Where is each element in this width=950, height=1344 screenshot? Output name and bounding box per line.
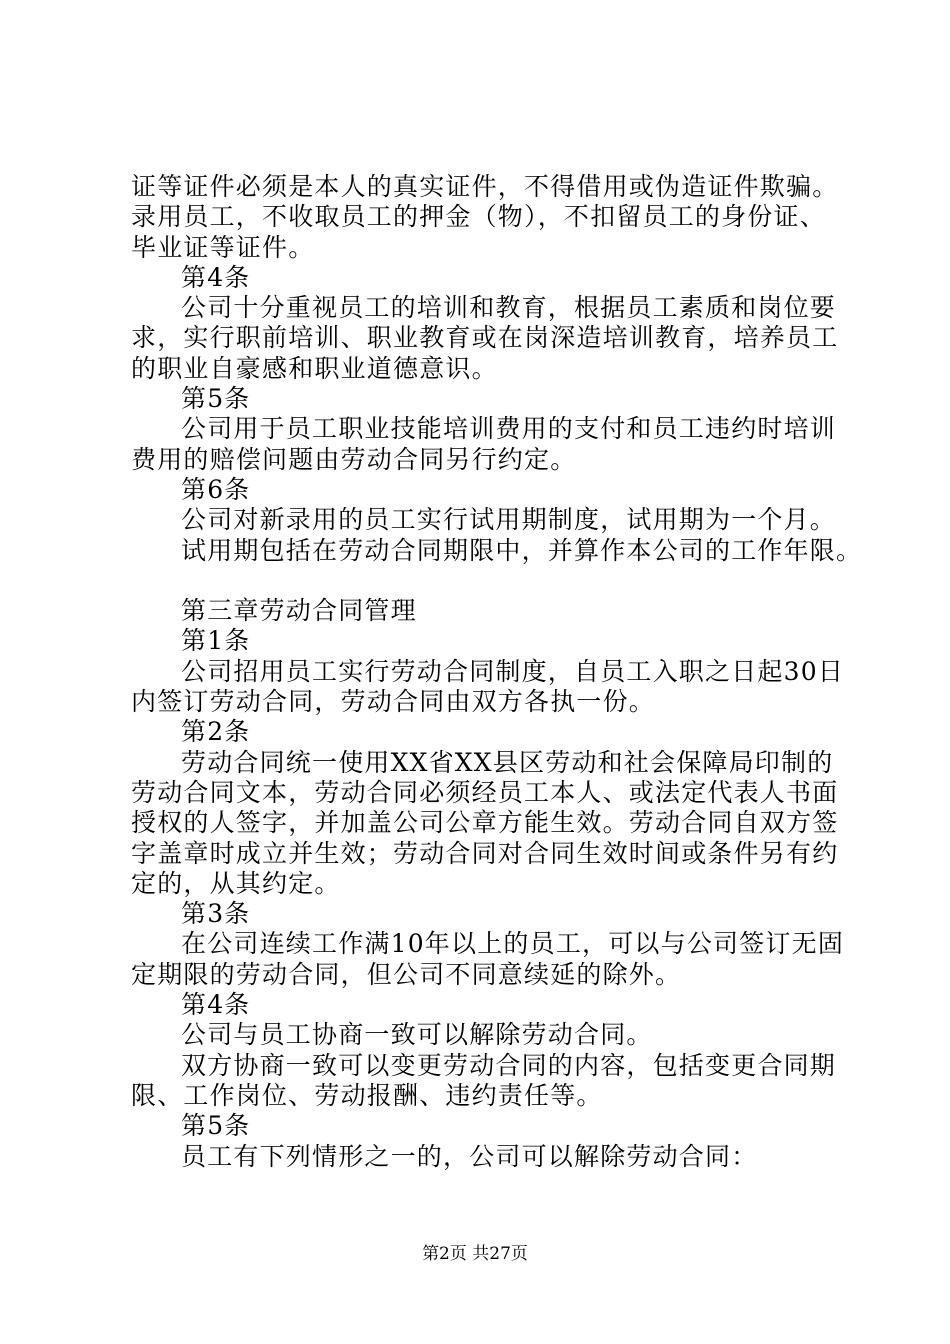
text-line: 劳动合同统一使用XX省XX县区劳动和社会保障局印制的 bbox=[181, 747, 834, 777]
text-line: 限、工作岗位、劳动报酬、违约责任等。 bbox=[131, 1080, 603, 1110]
text-line: 定的，从其约定。 bbox=[131, 868, 341, 898]
section-heading: 第4条 bbox=[181, 990, 251, 1020]
text-line: 录用员工，不收取员工的押金（物），不扣留员工的身份证、 bbox=[131, 202, 826, 232]
section-heading: 第3条 bbox=[181, 899, 251, 929]
section-heading: 第2条 bbox=[181, 717, 251, 747]
text-line: 求，实行职前培训、职业教育或在岗深造培训教育，培养员工 bbox=[131, 323, 839, 353]
text-line: 公司招用员工实行劳动合同制度，自员工入职之日起30日 bbox=[181, 656, 845, 686]
text-line: 公司用于员工职业技能培训费用的支付和员工违约时培训 bbox=[181, 414, 837, 444]
section-heading: 第三章劳动合同管理 bbox=[181, 596, 417, 626]
text-line: 的职业自豪感和职业道德意识。 bbox=[131, 353, 498, 383]
text-line: 双方协商一致可以变更劳动合同的内容，包括变更合同期 bbox=[181, 1050, 837, 1080]
text-line: 公司十分重视员工的培训和教育，根据员工素质和岗位要 bbox=[181, 293, 837, 323]
text-line: 试用期包括在劳动合同期限中，并算作本公司的工作年限。 bbox=[181, 535, 863, 565]
text-line: 毕业证等证件。 bbox=[131, 232, 315, 262]
section-heading: 第4条 bbox=[181, 262, 251, 292]
text-line: 公司与员工协商一致可以解除劳动合同。 bbox=[181, 1020, 653, 1050]
text-line: 公司对新录用的员工实行试用期制度，试用期为一个月。 bbox=[181, 505, 837, 535]
text-line: 字盖章时成立并生效；劳动合同对合同生效时间或条件另有约 bbox=[131, 838, 839, 868]
text-line: 内签订劳动合同，劳动合同由双方各执一份。 bbox=[131, 687, 656, 717]
text-line: 员工有下列情形之一的，公司可以解除劳动合同： bbox=[181, 1141, 758, 1171]
section-heading: 第6条 bbox=[181, 474, 251, 504]
text-line: 定期限的劳动合同，但公司不同意续延的除外。 bbox=[131, 959, 682, 989]
section-heading: 第5条 bbox=[181, 1111, 251, 1141]
text-line: 劳动合同文本，劳动合同必须经员工本人、或法定代表人书面 bbox=[131, 777, 839, 807]
section-heading: 第1条 bbox=[181, 626, 251, 656]
text-line: 证等证件必须是本人的真实证件，不得借用或伪造证件欺骗。 bbox=[131, 172, 839, 201]
page-footer: 第2页 共27页 bbox=[422, 1244, 528, 1264]
text-line: 费用的赔偿问题由劳动合同另行约定。 bbox=[131, 444, 577, 474]
text-line: 授权的人签字，并加盖公司公章方能生效。劳动合同自双方签 bbox=[131, 808, 839, 838]
paragraph-gap bbox=[131, 566, 851, 596]
document-body bbox=[131, 172, 863, 1172]
section-heading: 第5条 bbox=[181, 384, 251, 414]
text-line: 在公司连续工作满10年以上的员工，可以与公司签订无固 bbox=[181, 929, 845, 959]
